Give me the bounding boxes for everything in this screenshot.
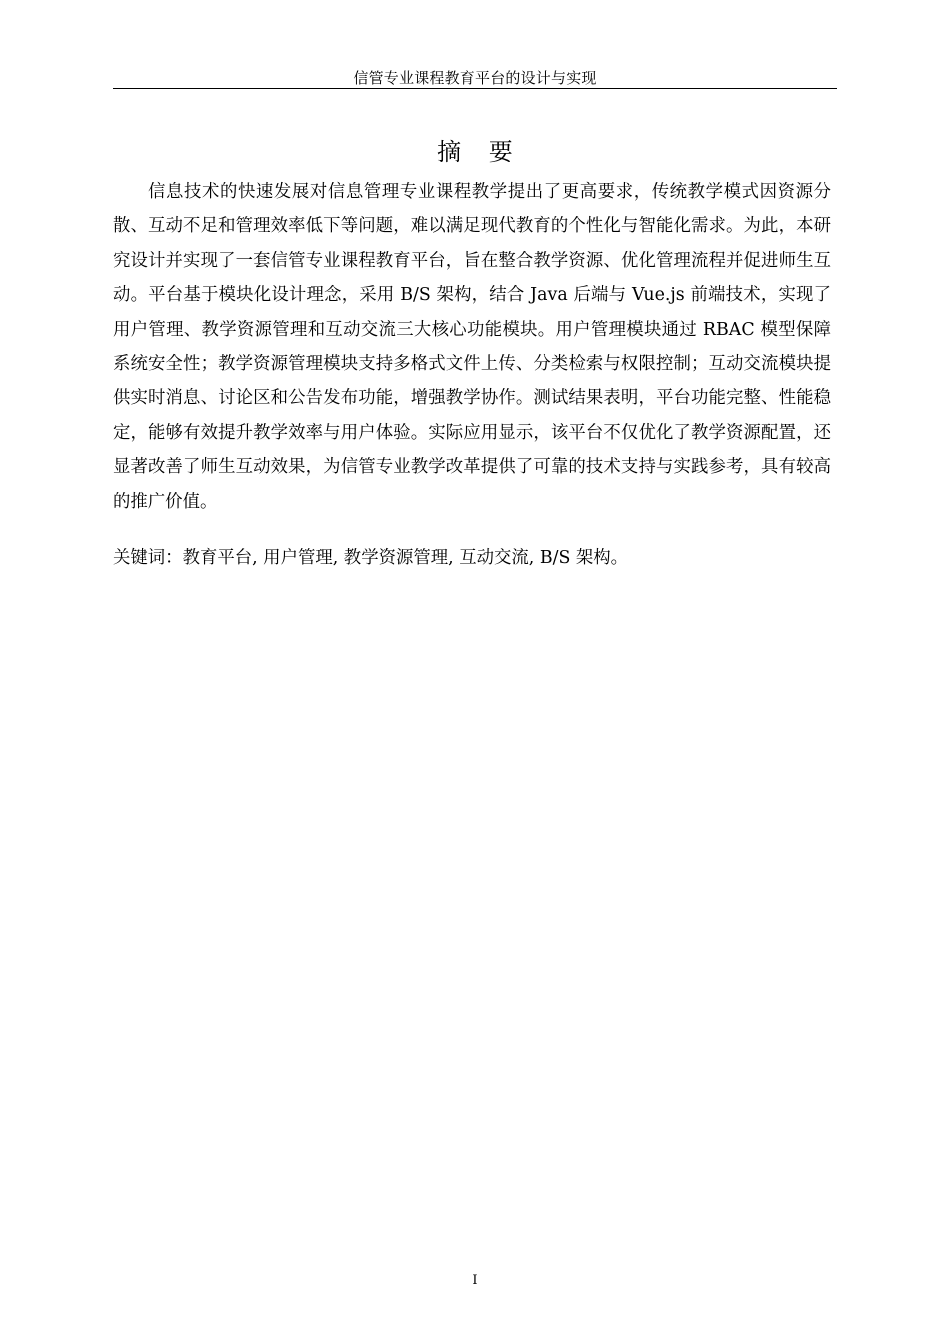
- header-rule: [113, 88, 837, 89]
- abstract-body: 信息技术的快速发展对信息管理专业课程教学提出了更高要求，传统教学模式因资源分散、互动不足和管理效率低下等问题，难以满足现代教育的个性化与智能化需求。为此，本研究设计并实现了一套信管专业课程教育平台，旨在整合教学资源、优化管理流程并促进师生互动。平台基于模块化设计理念，采用 B/S 架构，结合 Java 后端与 Vue.js 前端技术，实现了用户管理、教学资源管理和互动交流三大核心功能模块。用户管理模块通过 RBAC 模型保障系统安全性；教学资源管理模块支持多格式文件上传、分类检索与权限控制；互动交流模块提供实时消息、讨论区和公告发布功能，增强教学协作。测试结果表明，平台功能完整、性能稳定，能够有效提升教学效率与用户体验。实际应用显示，该平台不仅优化了教学资源配置，还显著改善了师生互动效果，为信管专业教学改革提供了可靠的技术支持与实践参考，具有较高的推广价值。: [113, 182, 831, 512]
- keywords-line: 关键词：教育平台, 用户管理, 教学资源管理, 互动交流, B/S 架构。: [113, 548, 629, 568]
- running-header: 信管专业课程教育平台的设计与实现: [353, 69, 597, 87]
- abstract-title: 摘 要: [437, 138, 523, 166]
- page-number: I: [472, 1273, 478, 1288]
